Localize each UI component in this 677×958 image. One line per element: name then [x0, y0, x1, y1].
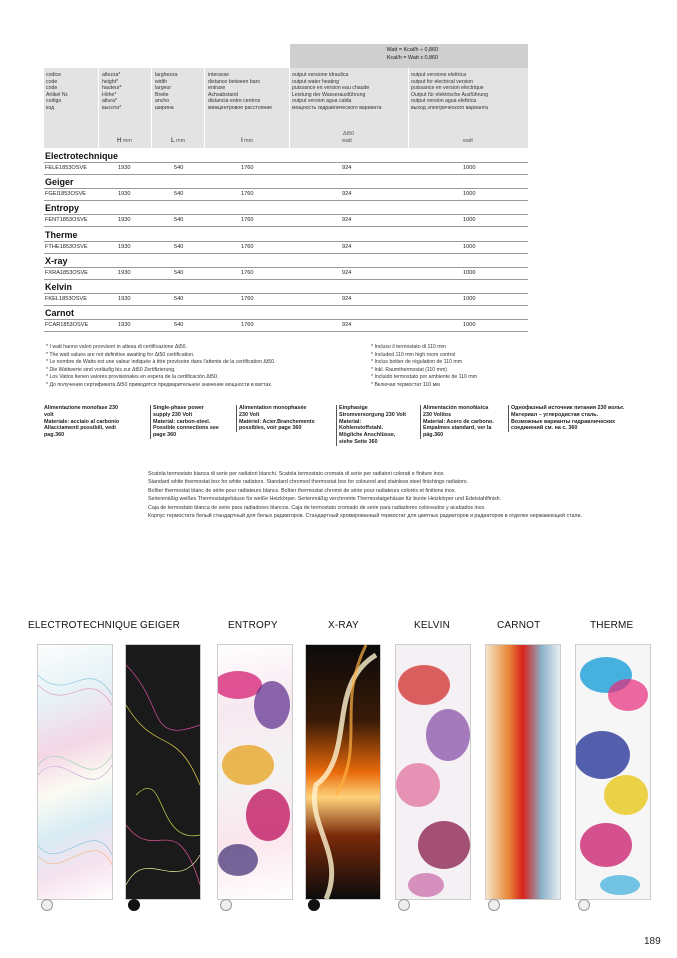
unit-h: H mm [117, 138, 132, 144]
cell-water-output: 924 [342, 322, 352, 329]
cell-width: 540 [174, 217, 184, 224]
page-number: 189 [644, 936, 661, 947]
power-info-de: Einphasige Stromversorgung 230 Volt Material: Kohlenstoffstahl. Mögliche Anschlüsse, siehe Seite 360 [336, 405, 417, 446]
table-header [44, 68, 528, 148]
product-name: Kelvin [45, 282, 73, 292]
radiator-geiger-image [125, 644, 201, 900]
conversion-line-2: Kcal/h = Watt x 0,860 [386, 55, 438, 61]
cell-electric-output: 1000 [463, 269, 476, 276]
note-line: * Los Vatios tienen valores provisionales en espera de la certificación Δt50. [46, 374, 219, 381]
cell-width: 540 [174, 191, 184, 198]
cell-height: 1930 [118, 191, 131, 198]
header-divider [151, 68, 152, 148]
unit-electric: watt [463, 138, 473, 144]
gallery-label-x-ray: X-RAY [328, 620, 359, 631]
radiator-therme-image [575, 644, 651, 900]
table-row [44, 214, 528, 227]
unit-i: I mm [241, 138, 254, 144]
cell-width: 540 [174, 165, 184, 171]
product-group [44, 281, 528, 306]
thermostat-line: Standard white thermostat box for white radiators. Standard chromed thermostat box for coloured and stainless steel finishings radiators. [148, 479, 469, 486]
radiator-kelvin-image [395, 644, 471, 900]
power-info-it: Alimentazione monofase 230 volt Materiale: acciaio al carbonio Allacciamenti possibili, vedi pag.360 [44, 405, 120, 439]
cell-height: 1930 [118, 296, 131, 302]
note-line: * The watt values are not definitive awaiting for Δt50 certification. [46, 351, 195, 358]
product-name: Therme [45, 229, 78, 240]
notes-left [46, 344, 275, 390]
product-group [44, 307, 528, 332]
cell-width: 540 [174, 243, 184, 250]
cell-width: 540 [174, 269, 184, 276]
conversion-line-1: Watt = Kcal/h ÷ 0,860 [386, 47, 438, 53]
cell-height: 1930 [118, 165, 131, 171]
thermostat-line: Scatola termostato bianca di serie per radiatori bianchi. Scatola termostato cromata di serie per radiatori colorati e finiture inox. [148, 471, 445, 477]
table-row [44, 319, 528, 332]
cell-electric-output: 1000 [463, 165, 476, 171]
thermostat-line: Boîtier thermostat blanc de série pour radiateurs blancs. Boîtier thermostat chromé de série pour radiateurs colorés et finitions inox. [148, 487, 456, 494]
product-group [44, 150, 528, 175]
note-line: * До получения сертификата Δt50 приводятся предварительное значение мощности в ваттах. [46, 381, 273, 388]
cell-water-output: 924 [342, 217, 352, 224]
thermostat-notes [148, 470, 582, 520]
cell-height: 1930 [118, 217, 131, 224]
cell-electric-output: 1000 [463, 191, 476, 198]
power-info-en: Single-phase power supply 230 Volt Material: carbon-steel. Possible connections see page 360 [150, 405, 233, 439]
product-name: Carnot [45, 308, 74, 319]
cell-code: FTHE1853OSVE [45, 243, 88, 250]
cell-water-output: 924 [342, 243, 352, 250]
radiator-electrotechnique-image [37, 644, 113, 900]
cell-centres: 1760 [241, 269, 254, 276]
note-line: * I watt hanno valori provvisori in attesa di certificazione Δt50. [46, 344, 188, 350]
gallery-label-geiger: GEIGER [140, 620, 181, 631]
note-line: * Inkl. Raumthermostat (110 mm) [371, 366, 448, 373]
thermostat-knob-icon [41, 899, 53, 911]
radiator-carnot-image [485, 644, 561, 900]
power-info-fr: Alimentation monophasée 230 Volt Matériel: Acier.Branchements possibles, voir page 360 [236, 405, 333, 432]
cell-width: 540 [174, 296, 184, 302]
unit-water-delta: Δt50 [343, 131, 355, 137]
unit-l: L mm [171, 138, 186, 144]
product-name: X-ray [45, 255, 68, 266]
thermostat-knob-icon [220, 899, 232, 911]
cell-water-output: 924 [342, 191, 352, 198]
table-row [44, 162, 528, 175]
header-width: larghezza width largeur Breite ancho ширина [155, 72, 178, 111]
product-group [44, 176, 528, 201]
product-name: Entropy [45, 203, 80, 214]
thermostat-line: Caja de termostato blanca de serie para radiadores blancos. Caja de termostato cromado de serie para radiadores coloreados y acabados inox. [148, 504, 486, 511]
header-divider [408, 68, 409, 148]
radiator-x-ray-image [305, 644, 381, 900]
gallery-label-kelvin: KELVIN [414, 620, 451, 631]
header-electric-output: output versione elettrica output for electrical version puissance en version electrique Output für elektrische Ausführung output version agua elettrica выход электрического варианта [411, 72, 489, 111]
table-row [44, 188, 528, 201]
gallery-label-entropy: ENTROPY [228, 620, 278, 631]
power-info-es: Alimentación monofásica 230 Volitos Material: Acero de carbono. Empalmes standard, ver la pág.360 [420, 405, 507, 439]
product-name: Electrotechnique [45, 151, 119, 161]
cell-centres: 1760 [241, 296, 254, 302]
cell-electric-output: 1000 [463, 322, 476, 329]
header-water-output: output versione idraulica output water heating puissance en version eau chaude Leistung der Wasserausführung output version agua calda мощность гидравлического варианта [292, 72, 382, 111]
note-line: * Включая термостат 110 мм [371, 381, 440, 388]
note-line: * Die Wattwerte sind vorläufig bis zur Δt50 Zertifizierung. [46, 366, 176, 373]
thermostat-line: Корпус термостата белый стандартный для белых радиаторов. Стандартный хромированный термостат для цветных радиаторов и радиаторов в отделке нержавеющей стали. [148, 513, 582, 520]
thermostat-knob-icon [578, 899, 590, 911]
cell-centres: 1760 [241, 243, 254, 250]
cell-code: FENT1853OSVE [45, 217, 88, 224]
thermostat-knob-icon [308, 899, 320, 911]
radiator-entropy-image [217, 644, 293, 900]
cell-width: 540 [174, 322, 184, 329]
header-code: codice code code Artikel Nr. codigo код [46, 72, 69, 111]
thermostat-knob-icon [128, 899, 140, 911]
product-group [44, 255, 528, 280]
cell-water-output: 924 [342, 165, 352, 171]
cell-water-output: 924 [342, 296, 352, 302]
cell-height: 1930 [118, 243, 131, 250]
note-line: * Included 110 mm high room control [371, 351, 456, 358]
conversion-box [290, 44, 528, 68]
product-name: Geiger [45, 177, 74, 188]
table-row [44, 293, 528, 306]
gallery-label-electrotechnique: ELECTROTECHNIQUE [28, 620, 138, 631]
product-group [44, 202, 528, 227]
header-divider [204, 68, 205, 148]
cell-electric-output: 1000 [463, 296, 476, 302]
note-line: * Le nombre de Watts est une valeur indiquée à titre provisoire dans l'attente de la certification Δt50. [46, 359, 276, 366]
cell-code: FCAR1853OSVE [45, 322, 89, 329]
header-centres: interasse distance between bars entraxe Achsabstand distancia entre centros межцентровое расстояние [208, 72, 273, 111]
note-line: * Incluso il termostato di 110 mm [371, 344, 446, 350]
notes-right [371, 344, 477, 390]
table-row [44, 267, 528, 280]
cell-centres: 1760 [241, 322, 254, 329]
power-info-ru: Однофазный источник питания 230 вольт. Материал – углеродистая сталь. Возможные варианты гидравлических соединений см. на с. 360 [508, 405, 631, 432]
cell-centres: 1760 [241, 217, 254, 224]
note-line: * Incluido termostato por ambiente de 110 mm [371, 374, 478, 381]
cell-code: FXRA1853OSVE [45, 269, 88, 276]
unit-water: watt [342, 138, 352, 144]
cell-code: FKEL1853OSVE [45, 296, 87, 302]
cell-code: FGEI1853OSVE [45, 191, 87, 198]
header-divider [98, 68, 99, 148]
note-line: * Inclus boitier de régulation de 110 mm [371, 359, 463, 366]
cell-height: 1930 [118, 269, 131, 276]
gallery-label-carnot: CARNOT [497, 620, 541, 631]
cell-centres: 1760 [241, 165, 254, 171]
header-height: altezza* height* hauteur* Höhe* altura* высота* [102, 72, 122, 111]
thermostat-knob-icon [488, 899, 500, 911]
cell-centres: 1760 [241, 191, 254, 198]
table-row [44, 241, 528, 254]
cell-electric-output: 1000 [463, 243, 476, 250]
cell-height: 1930 [118, 322, 131, 329]
cell-water-output: 924 [342, 269, 352, 276]
header-divider [289, 68, 290, 148]
product-group [44, 229, 528, 254]
thermostat-knob-icon [398, 899, 410, 911]
cell-electric-output: 1000 [463, 217, 476, 224]
cell-code: FELE1853OSVE [45, 165, 87, 171]
gallery-label-therme: THERME [590, 620, 634, 631]
thermostat-line: Serienmäßig weißes Thermostatgehäuse für weiße Heizkörper. Serienmäßig verchromte Thermostatgehäuse für bunte Heizkörper und Edelstahlfinish. [148, 496, 502, 503]
